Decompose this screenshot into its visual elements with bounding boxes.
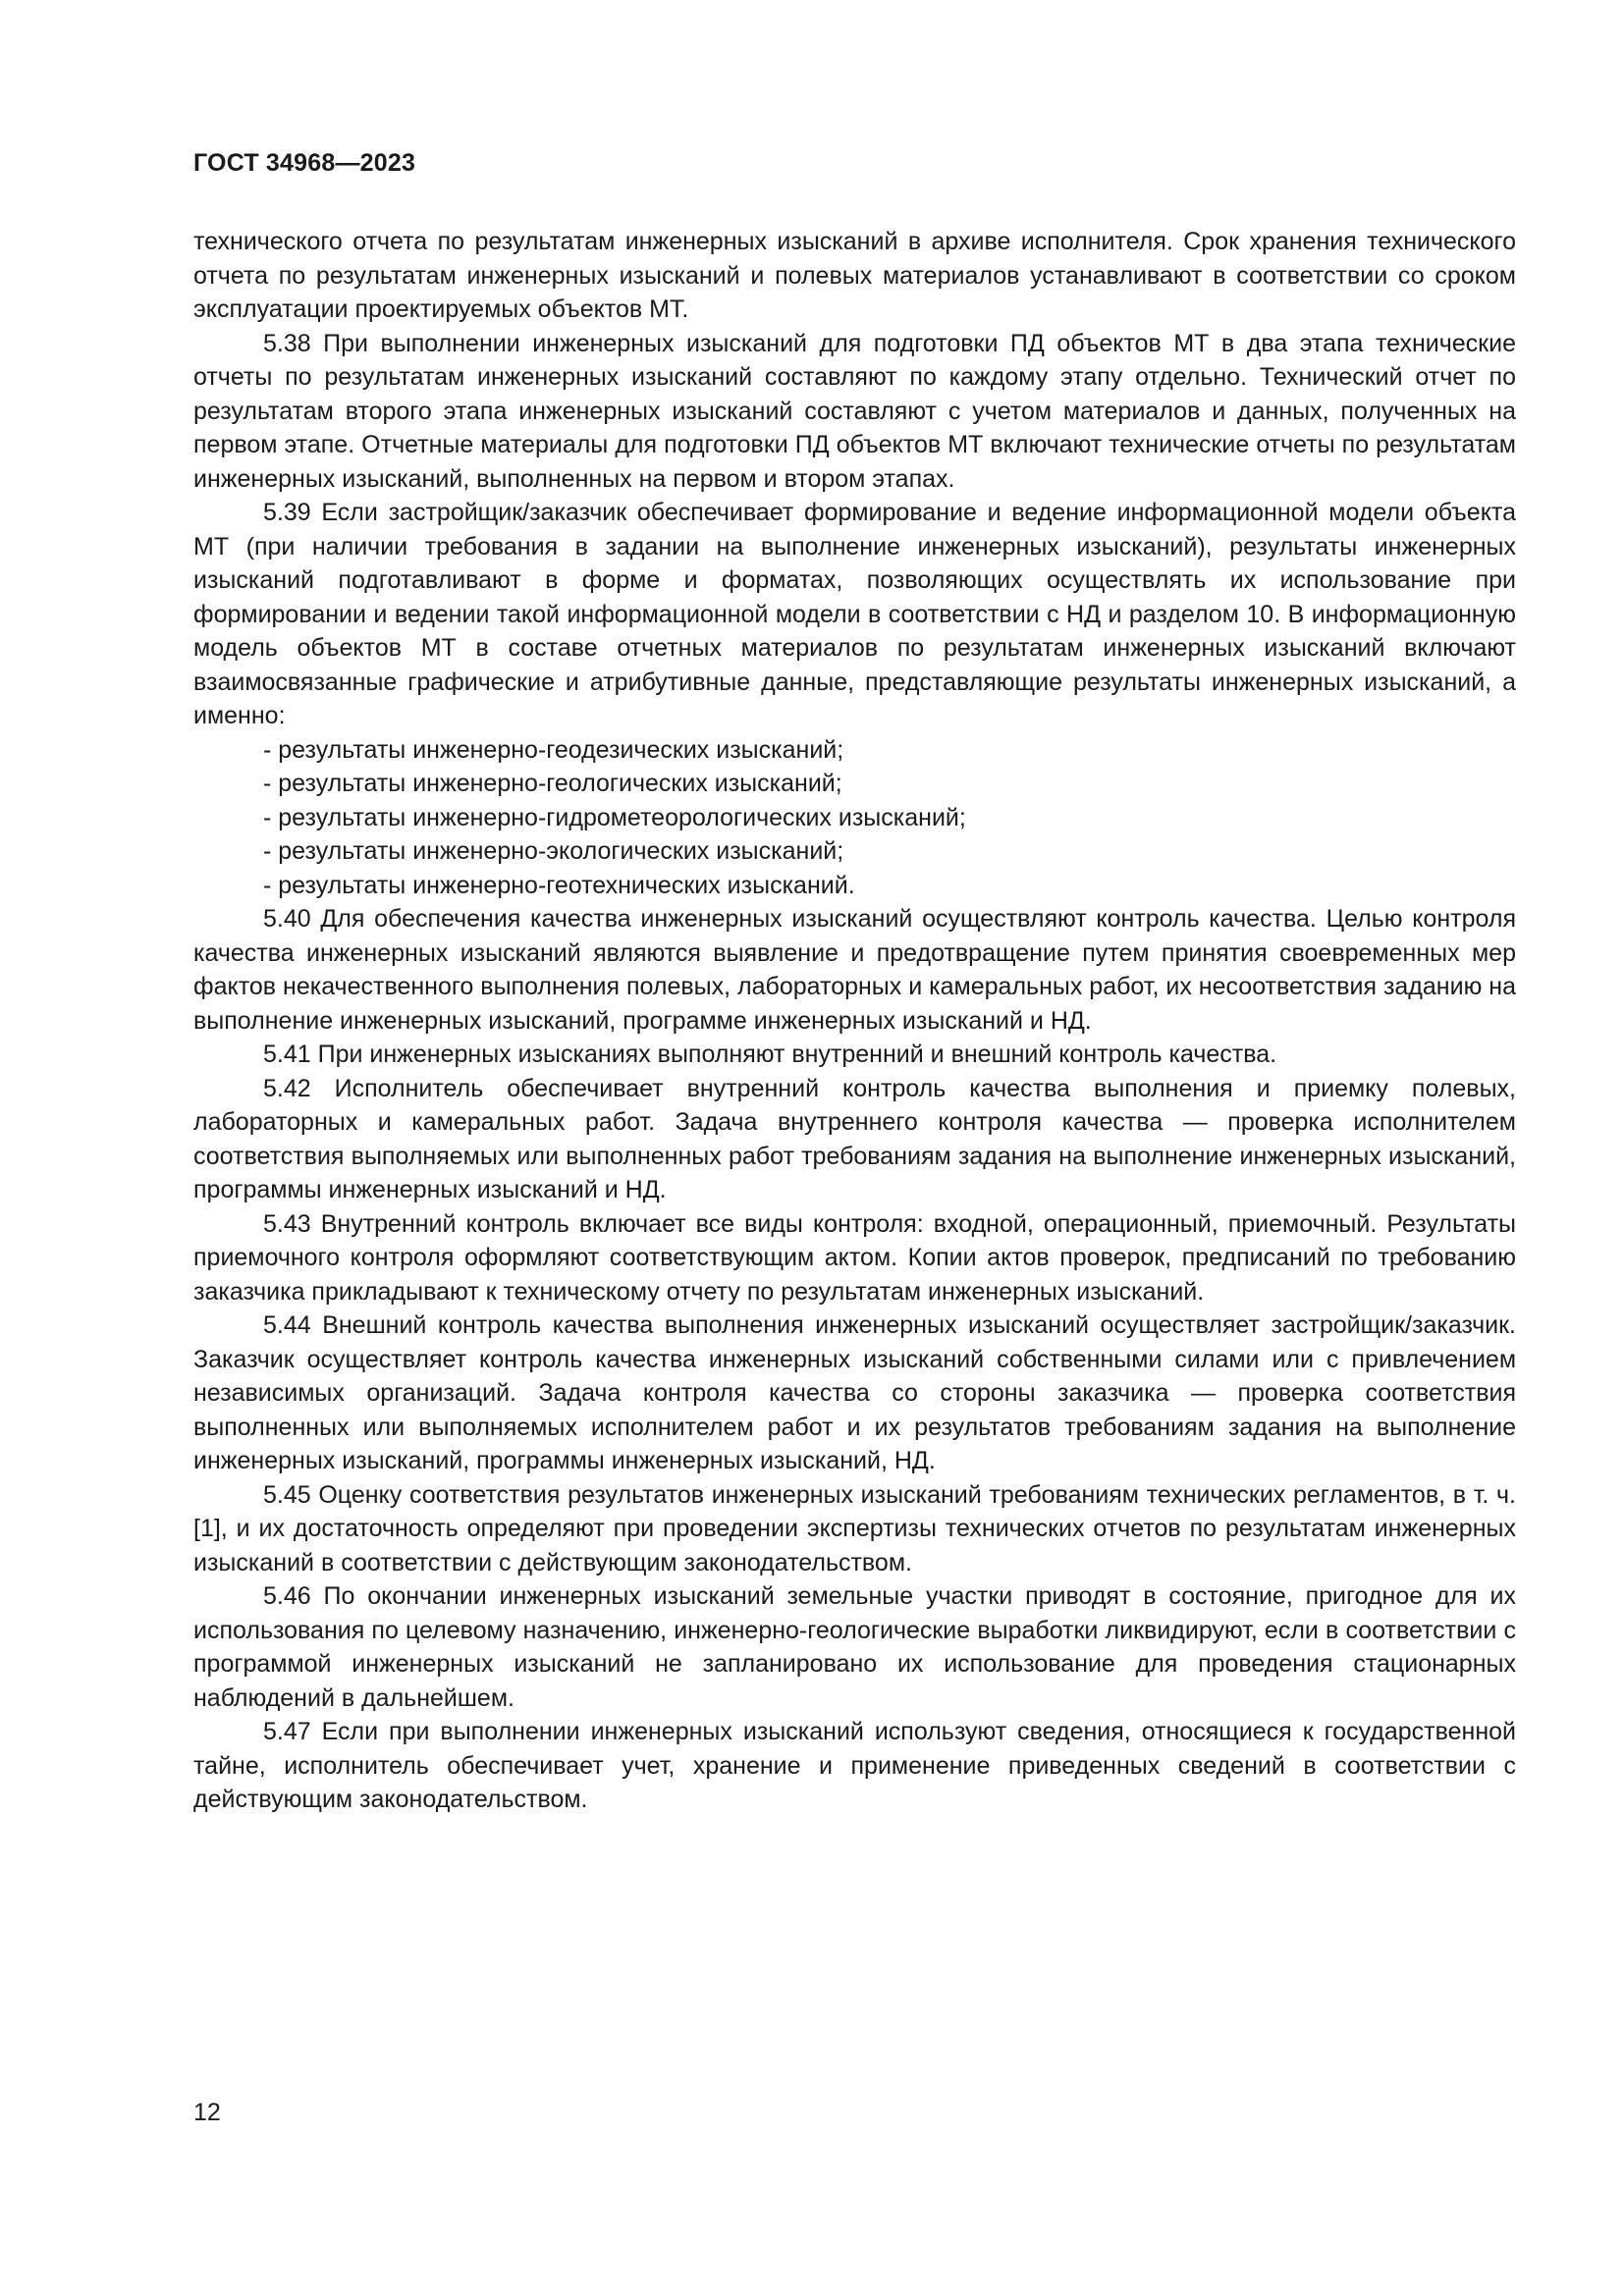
- paragraph-5-39: 5.39 Если застройщик/заказчик обеспечивает формирование и ведение информационной модели объекта МТ (при наличии требования в задании на выполнение инженерных изысканий), результаты инженерных изысканий подготавливают в форме и форматах, позволяющих осуществлять их использование при формировании и ведении такой информационной модели в соответствии с НД и разделом 10. В информационную модель объектов МТ в составе отчетных материалов по результатам инженерных изысканий включают взаимосвязанные графические и атрибутивные данные, представляющие результаты инженерных изысканий, а именно:: [193, 499, 1516, 729]
- list-item: - результаты инженерно-геодезических изысканий;: [263, 733, 1516, 768]
- paragraph-5-43: 5.43 Внутренний контроль включает все виды контроля: входной, операционный, приемочный. Результаты приемочного контроля оформляют соответствующим актом. Копии актов проверок, предписаний по требованию заказчика прикладывают к техническому отчету по результатам инженерных изысканий.: [193, 1209, 1516, 1306]
- paragraph-5-41: 5.41 При инженерных изысканиях выполняют внутренний и внешний контроль качества.: [263, 1041, 1277, 1068]
- list-item: - результаты инженерно-геологических изысканий;: [263, 767, 1516, 801]
- paragraph-continuation: технического отчета по результатам инженерных изысканий в архиве исполнителя. Срок хранения технического отчета по результатам инженерных изысканий и полевых материалов устанавливают в соответствии со сроком эксплуатации проектируемых объектов МТ.: [193, 228, 1516, 323]
- paragraph-5-45: 5.45 Оценку соответствия результатов инженерных изысканий требованиям технических регламентов, в т. ч. [1], и их достаточность определяют при проведении экспертизы технических отчетов по результатам инженерных изысканий в соответствии с действующим законодательством.: [193, 1480, 1516, 1576]
- paragraph-5-38: 5.38 При выполнении инженерных изысканий для подготовки ПД объектов МТ в два этапа технические отчеты по результатам инженерных изысканий составляют по каждому этапу отдельно. Технический отчет по результатам второго этапа инженерных изысканий составляют с учетом материалов и данных, полученных на первом этапе. Отчетные материалы для подготовки ПД объектов МТ включают технические отчеты по результатам инженерных изысканий, выполненных на первом и втором этапах.: [193, 329, 1516, 493]
- list-item: - результаты инженерно-экологических изысканий;: [263, 834, 1516, 869]
- paragraph-5-47: 5.47 Если при выполнении инженерных изысканий используют сведения, относящиеся к государственной тайне, исполнитель обеспечивает учет, хранение и применение приведенных сведений в соответствии с действующим законодательством.: [193, 1718, 1516, 1813]
- page-number: 12: [193, 2099, 221, 2126]
- list-item: - результаты инженерно-геотехнических изысканий.: [263, 869, 1516, 903]
- paragraph-5-44: 5.44 Внешний контроль качества выполнения инженерных изысканий осуществляет застройщик/заказчик. Заказчик осуществляет контроль качества инженерных изысканий собственными силами или с привлечением независимых организаций. Задача контроля качества со стороны заказчика — проверка соответствия выполненных или выполняемых исполнителем работ и их результатов требованиям задания на выполнение инженерных изысканий, программы инженерных изысканий, НД.: [193, 1311, 1516, 1474]
- document-body: [193, 225, 1516, 1817]
- paragraph-5-40: 5.40 Для обеспечения качества инженерных изысканий осуществляют контроль качества. Целью контроля качества инженерных изысканий являются выявление и предотвращение путем принятия своевременных мер фактов некачественного выполнения полевых, лабораторных и камеральных работ, их несоответствия заданию на выполнение инженерных изысканий, программе инженерных изысканий и НД.: [193, 905, 1516, 1035]
- document-header-title: ГОСТ 34968—2023: [193, 149, 416, 177]
- survey-results-list: [193, 733, 1516, 903]
- paragraph-5-46: 5.46 По окончании инженерных изысканий земельные участки приводят в состояние, пригодное для их использования по целевому назначению, инженерно-геологические выработки ликвидируют, если в соответствии с программой инженерных изысканий не запланировано их использование для проведения стационарных наблюдений в дальнейшем.: [193, 1582, 1516, 1712]
- paragraph-5-42: 5.42 Исполнитель обеспечивает внутренний контроль качества выполнения и приемку полевых, лабораторных и камеральных работ. Задача внутреннего контроля качества — проверка исполнителем соответствия выполняемых или выполненных работ требованиям задания на выполнение инженерных изысканий, программы инженерных изысканий и НД.: [193, 1074, 1516, 1203]
- list-item: - результаты инженерно-гидрометеорологических изысканий;: [263, 801, 1516, 835]
